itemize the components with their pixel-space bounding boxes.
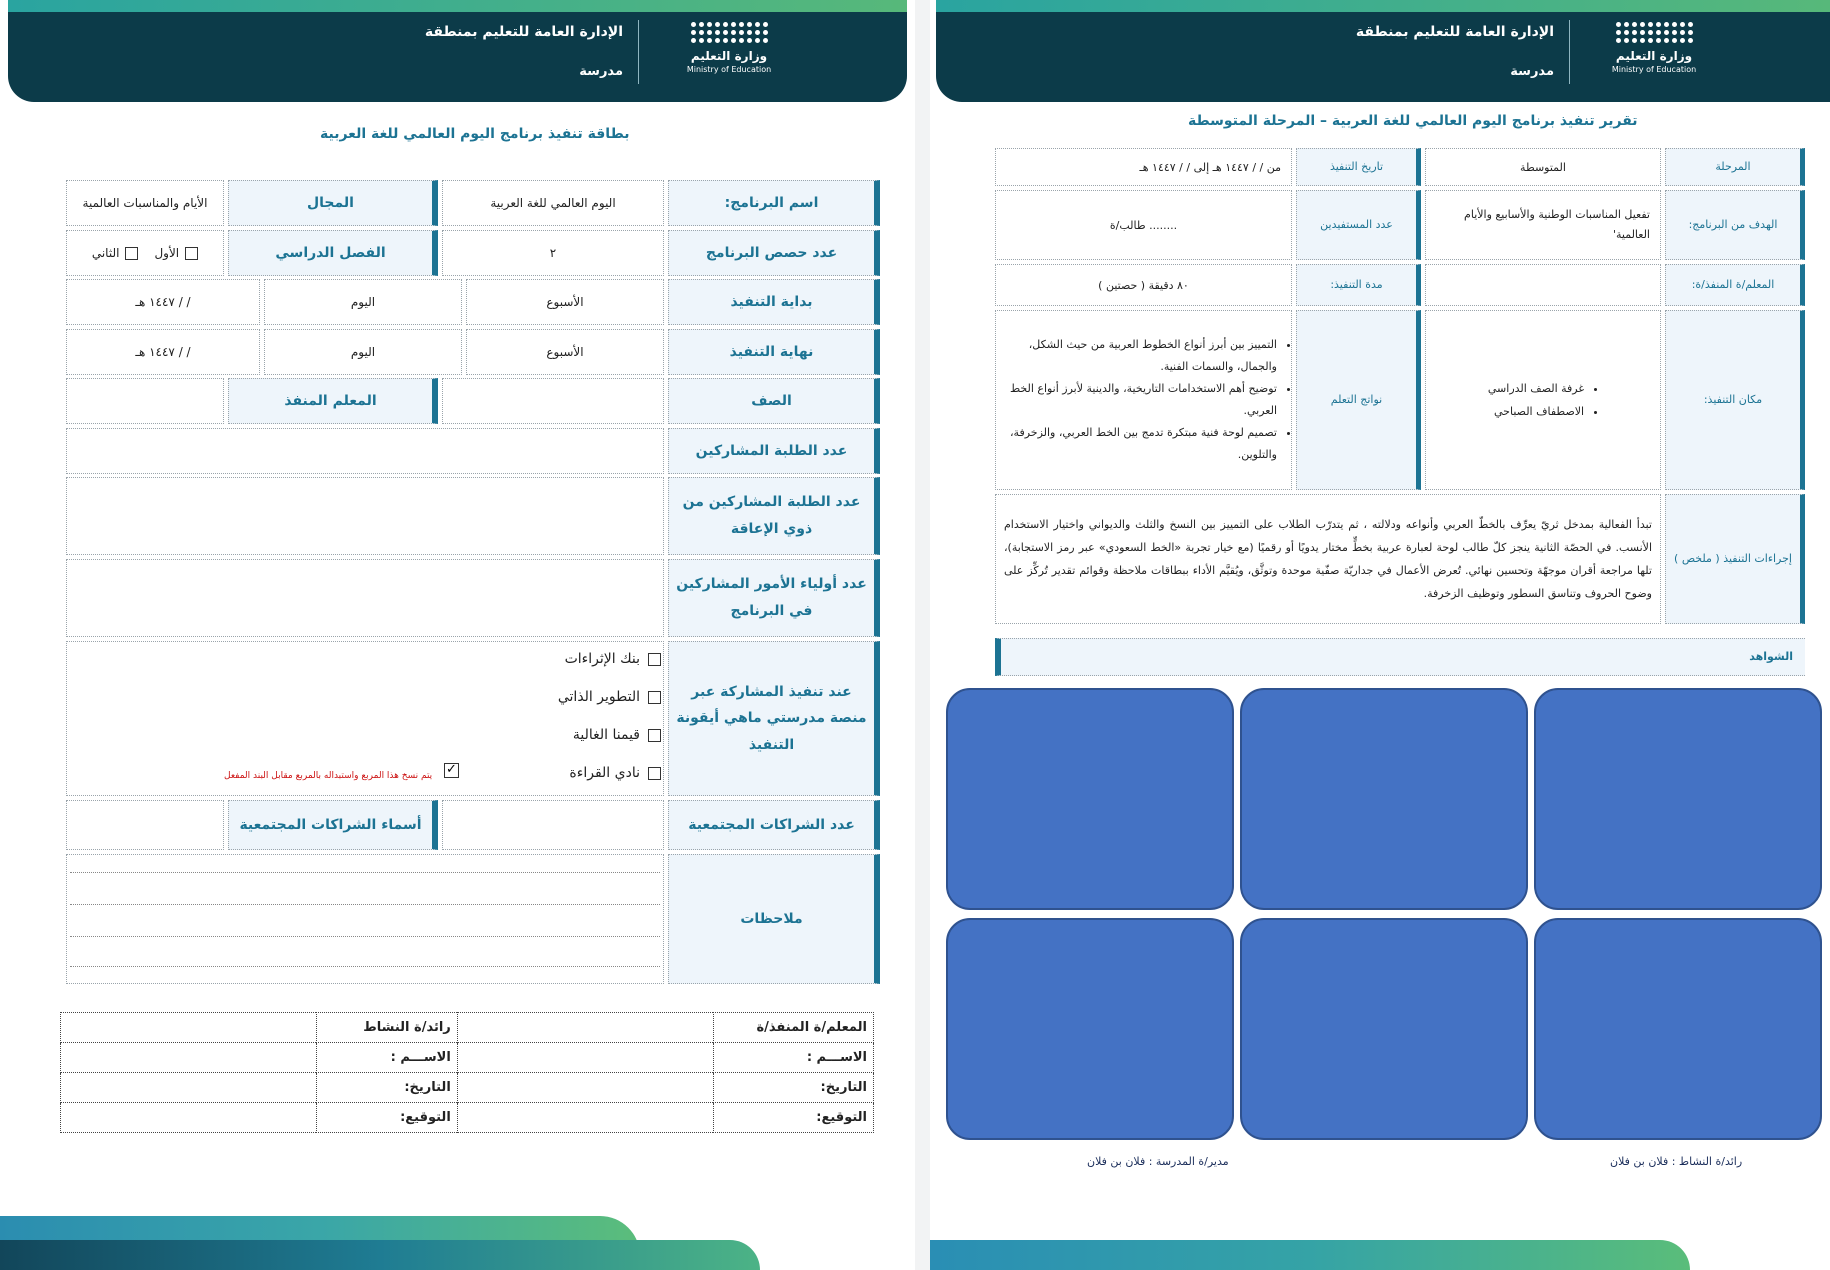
evidence-box[interactable] <box>1240 688 1528 910</box>
end-date: / / ١٤٤٧ هـ <box>66 329 260 375</box>
notes-line <box>70 966 660 967</box>
blank-cell[interactable] <box>457 1013 713 1043</box>
signatures-table <box>60 1012 874 1133</box>
evidence-box[interactable] <box>1534 688 1822 910</box>
logo-dots-icon <box>1616 22 1693 43</box>
logo-dots-icon <box>691 22 768 43</box>
platform-option[interactable]: قيمنا الغالية <box>573 727 661 743</box>
principal-signature: مدير/ة المدرسة : فلان بن فلان <box>1087 1155 1229 1168</box>
list-item: • التمييز بين أبرز أنواع الخطوط العربية من حيث الشكل، والجمال، والسمات الفنية. <box>996 334 1277 378</box>
leader-name-value[interactable] <box>61 1043 317 1073</box>
disabled-students-label: عدد الطلبة المشاركين من ذوي الإعاقة <box>668 477 880 555</box>
checkbox[interactable] <box>648 653 661 666</box>
teacher-date-value[interactable] <box>457 1073 713 1103</box>
outcomes-cell <box>995 310 1292 490</box>
students-value[interactable] <box>66 428 664 474</box>
parents-value[interactable] <box>66 559 664 637</box>
platform-label: عند تنفيذ المشاركة عبر منصة مدرستي ماهي أيقونة التنفيذ <box>668 641 880 796</box>
footer-band-dark <box>0 1240 760 1270</box>
leader-date-value[interactable] <box>61 1073 317 1103</box>
term-label: الفصل الدراسي <box>228 230 438 276</box>
teacher-label: المعلم/ة المنفذ/ة: <box>1665 264 1805 306</box>
stage-label: المرحلة <box>1665 148 1805 186</box>
teacher-header: المعلم/ة المنفذ/ة <box>713 1013 873 1043</box>
checked-box-icon[interactable]: ✓ <box>444 763 459 778</box>
end-week: الأسبوع <box>466 329 664 375</box>
checkbox[interactable] <box>648 767 661 780</box>
beneficiaries-value: ........ طالب/ة <box>995 190 1292 260</box>
teacher-signature-value[interactable] <box>457 1103 713 1133</box>
places-list <box>1488 377 1598 423</box>
header-divider <box>1569 20 1570 84</box>
term-second-checkbox[interactable] <box>125 247 138 260</box>
header-stripe <box>8 0 907 12</box>
card-title: بطاقة تنفيذ برنامج اليوم العالمي للغة العربية <box>320 126 630 142</box>
notes-area[interactable] <box>66 854 664 984</box>
partners-count-value[interactable] <box>442 800 664 850</box>
places-cell <box>1425 310 1661 490</box>
teacher-value[interactable] <box>1425 264 1661 306</box>
evidence-box[interactable] <box>946 688 1234 910</box>
list-item: • تصميم لوحة فنية مبتكرة تدمج بين الخط العربي، والزخرفة، والتلوين. <box>996 422 1277 466</box>
ministry-logo <box>1606 22 1702 84</box>
procedures-label: إجراءات التنفيذ ( ملخص ) <box>1665 494 1805 624</box>
header-divider <box>638 20 639 84</box>
end-label: نهاية التنفيذ <box>668 329 880 375</box>
report-page <box>930 0 1830 1270</box>
beneficiaries-label: عدد المستفيدين <box>1296 190 1421 260</box>
evidence-box[interactable] <box>1240 918 1528 1140</box>
notes-line <box>70 872 660 873</box>
platform-option[interactable]: بنك الإثراءات <box>565 651 661 667</box>
list-item: • غرفة الصف الدراسي <box>1488 377 1584 400</box>
copy-note: يتم نسخ هذا المربع واستبداله بالمربع مقابل البند المفعل <box>224 771 433 781</box>
term-second-label: الثاني <box>91 246 120 260</box>
notes-line <box>70 904 660 905</box>
start-day: اليوم <box>264 279 462 325</box>
leader-header: رائد/ة النشاط <box>317 1013 458 1043</box>
parents-label: عدد أولياء الأمور المشاركين في البرنامج <box>668 559 880 637</box>
teacher-name-label: الاســـم : <box>713 1043 873 1073</box>
teacher-date-label: التاريخ: <box>713 1073 873 1103</box>
goal-value: تفعيل المناسبات الوطنية والأسابيع والأيام العالمية' <box>1425 190 1661 260</box>
school-text: مدرسة <box>579 64 623 79</box>
start-label: بداية التنفيذ <box>668 279 880 325</box>
procedures-text: تبدأ الفعالية بمدخل ثريّ يعرِّف بالخطّ العربي وأنواعه ودلالته ، ثم يتدرّب الطلاب على التمييز بين النسخ والثلث والديواني واختيار الاستخدام الأنسب. في الحصّة الثانية ينجز كلّ طالب لوحة لعبارة عربية بخطٍّ مختار يدويًا أو رقميًا (مع خيار تجربة «الخط السعودي» عبر رمز الاستجابة)، تلها مراجعة أقران موجهّة وتحسين نهائي. تُعرض الأعمال في جداريّة صفّية موحدة وتوثَّق، ويُقيَّم الأداء ببطاقات ملاحظة وقوائم تقدير تُركِّز على وضوح الحروف وتناسق السطور وتوظيف الزخرفة. <box>995 494 1661 624</box>
grade-value[interactable] <box>442 378 664 424</box>
teacher-value[interactable] <box>66 378 224 424</box>
teacher-name-value[interactable] <box>457 1043 713 1073</box>
notes-line <box>70 936 660 937</box>
logo-arabic: وزارة التعليم <box>1615 49 1693 63</box>
disabled-students-value[interactable] <box>66 477 664 555</box>
exec-date-label: تاريخ التنفيذ <box>1296 148 1421 186</box>
school-text: مدرسة <box>1510 64 1554 79</box>
start-date: / / ١٤٤٧ هـ <box>66 279 260 325</box>
list-item: • توضيح أهم الاستخدامات التاريخية، والدينية لأبرز أنواع الخط العربي. <box>996 378 1277 422</box>
checkbox[interactable] <box>648 691 661 704</box>
evidence-label: الشواهد <box>995 638 1805 676</box>
grade-label: الصف <box>668 378 880 424</box>
partners-names-label: أسماء الشراكات المجتمعية <box>228 800 438 850</box>
students-label: عدد الطلبة المشاركين <box>668 428 880 474</box>
header-stripe <box>936 0 1830 12</box>
page-header <box>936 0 1830 102</box>
term-first-label: الأول <box>154 246 180 260</box>
ministry-logo <box>681 22 777 84</box>
platform-option[interactable]: نادي القراءة <box>569 765 661 781</box>
sessions-value: ٢ <box>442 230 664 276</box>
list-item: • الاصطفاف الصباحي <box>1488 400 1584 423</box>
logo-english: Ministry of Education <box>686 65 772 74</box>
teacher-label: المعلم المنفذ <box>228 378 438 424</box>
checkbox[interactable] <box>648 729 661 742</box>
sessions-label: عدد حصص البرنامج <box>668 230 880 276</box>
report-title: تقرير تنفيذ برنامج اليوم العالمي للغة العربية – المرحلة المتوسطة <box>1188 113 1638 129</box>
term-first-checkbox[interactable] <box>185 247 198 260</box>
platform-option[interactable]: التطوير الذاتي <box>558 689 661 705</box>
evidence-box[interactable] <box>1534 918 1822 1140</box>
field-label: المجال <box>228 180 438 226</box>
leader-name-label: الاســـم : <box>317 1043 458 1073</box>
logo-arabic: وزارة التعليم <box>690 49 768 63</box>
outcomes-label: نواتج التعلم <box>1296 310 1421 490</box>
place-label: مكان التنفيذ: <box>1665 310 1805 490</box>
leader-signature-value[interactable] <box>61 1103 317 1133</box>
activity-leader-signature: رائد/ة النشاط : فلان بن فلان <box>1610 1155 1743 1168</box>
directorate-text: الإدارة العامة للتعليم بمنطقة <box>424 24 623 40</box>
exec-date-value: من / / ١٤٤٧ هـ إلى / / ١٤٤٧ هـ <box>995 148 1292 186</box>
stage-value: المتوسطة <box>1425 148 1661 186</box>
program-name-label: اسم البرنامج: <box>668 180 880 226</box>
blank-cell[interactable] <box>61 1013 317 1043</box>
notes-label: ملاحظات <box>668 854 880 984</box>
footer-band <box>930 1240 1690 1270</box>
goal-label: الهدف من البرنامج: <box>1665 190 1805 260</box>
directorate-text: الإدارة العامة للتعليم بمنطقة <box>1355 24 1554 40</box>
start-week: الأسبوع <box>466 279 664 325</box>
teacher-signature-label: التوقيع: <box>713 1103 873 1133</box>
program-name-value: اليوم العالمي للغة العربية <box>442 180 664 226</box>
leader-signature-label: التوقيع: <box>317 1103 458 1133</box>
term-options <box>66 230 224 276</box>
duration-label: مدة التنفيذ: <box>1296 264 1421 306</box>
end-day: اليوم <box>264 329 462 375</box>
outcomes-list <box>996 334 1291 466</box>
partners-count-label: عدد الشراكات المجتمعية <box>668 800 880 850</box>
leader-date-label: التاريخ: <box>317 1073 458 1103</box>
field-value: الأيام والمناسبات العالمية <box>66 180 224 226</box>
evidence-box[interactable] <box>946 918 1234 1140</box>
page-header <box>8 0 907 102</box>
duration-value: ٨٠ دقيقة ( حصتين ) <box>995 264 1292 306</box>
partners-names-value[interactable] <box>66 800 224 850</box>
logo-english: Ministry of Education <box>1611 65 1697 74</box>
